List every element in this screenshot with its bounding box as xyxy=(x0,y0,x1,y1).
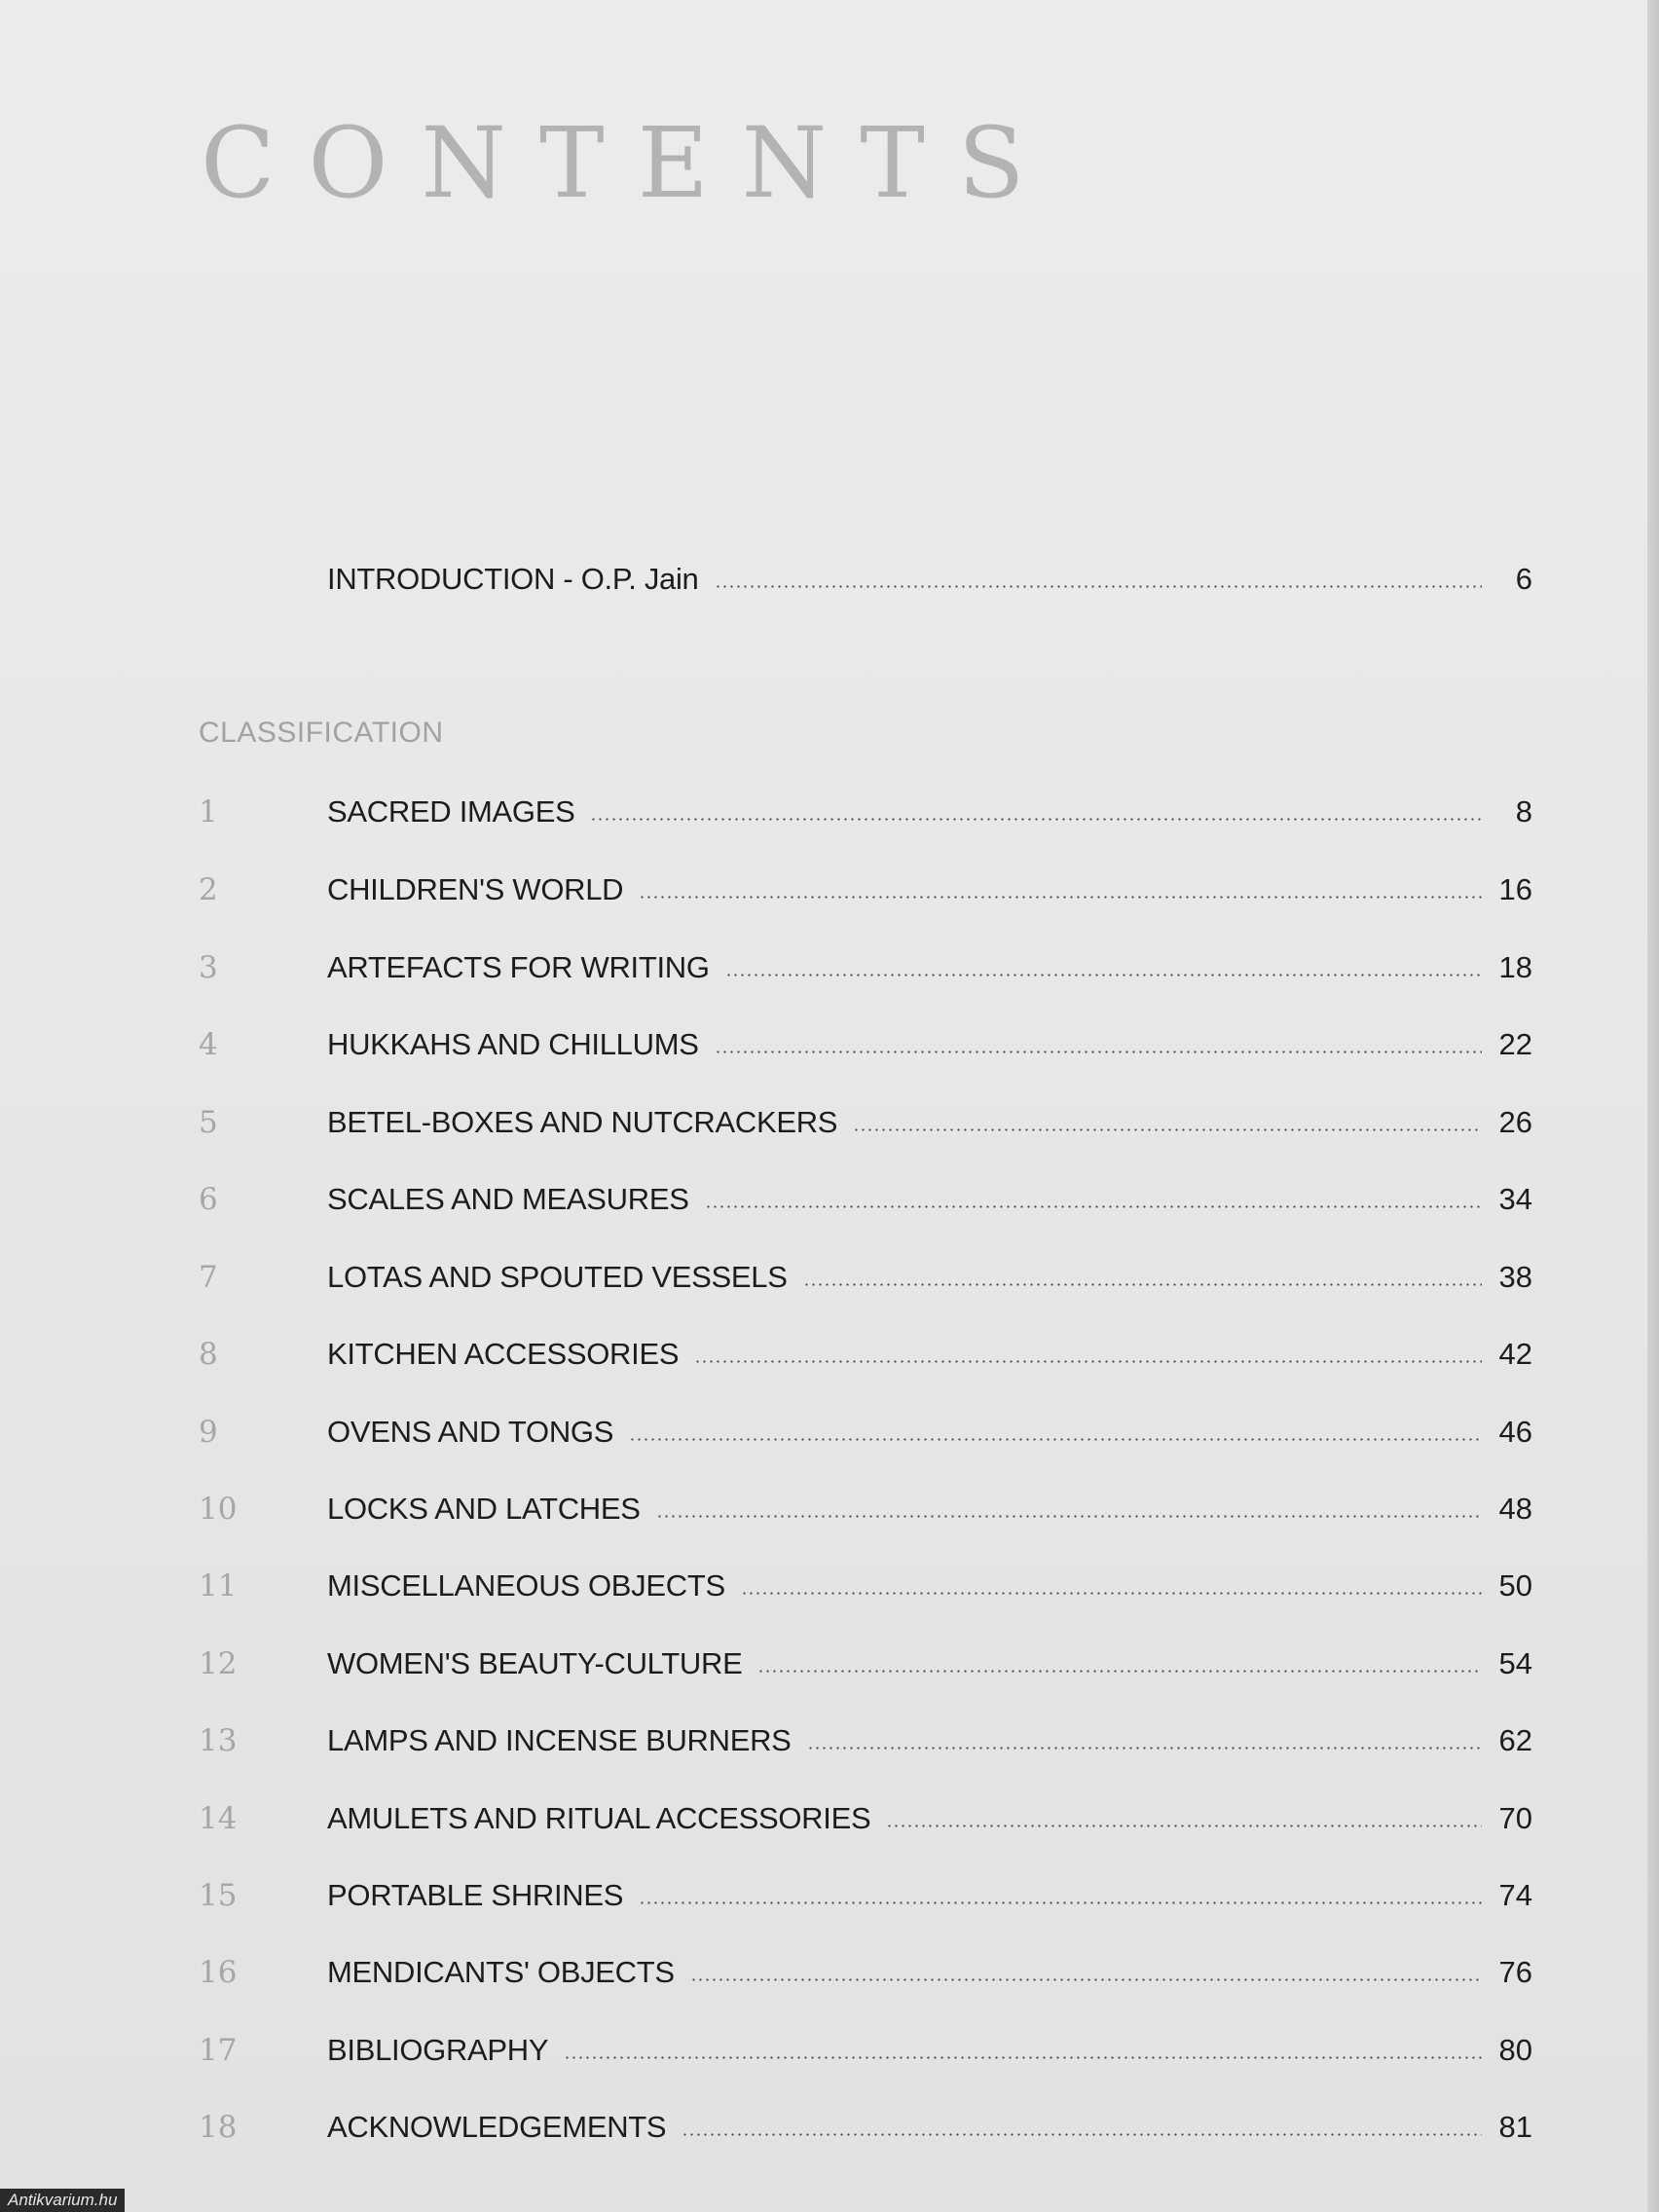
toc-label: OVENS AND TONGS xyxy=(327,1415,614,1449)
toc-number: 17 xyxy=(199,2033,238,2068)
dot-leader xyxy=(656,1515,1482,1518)
dot-leader xyxy=(629,1438,1482,1441)
toc-number: 8 xyxy=(199,1337,218,1372)
toc-label: MISCELLANEOUS OBJECTS xyxy=(327,1568,725,1603)
toc-number: 14 xyxy=(199,1801,238,1836)
dot-leader xyxy=(803,1283,1482,1286)
dot-leader xyxy=(715,1051,1482,1053)
toc-page-number: 34 xyxy=(1498,1182,1532,1216)
toc-number: 5 xyxy=(199,1105,218,1140)
toc-page-number: 22 xyxy=(1498,1027,1532,1061)
dot-leader xyxy=(807,1747,1482,1750)
toc-page-number: 26 xyxy=(1498,1105,1532,1139)
toc-page-number: 81 xyxy=(1498,2110,1532,2144)
toc-entry xyxy=(199,1715,1532,1766)
toc-entry xyxy=(199,1947,1532,1998)
toc-label: ACKNOWLEDGEMENTS xyxy=(327,2110,667,2144)
toc-entry xyxy=(199,1174,1532,1225)
toc-page-number: 8 xyxy=(1515,794,1532,829)
toc-page-number: 80 xyxy=(1498,2033,1532,2067)
toc-number: 9 xyxy=(199,1415,218,1450)
toc-entry xyxy=(199,1407,1532,1457)
dot-leader xyxy=(853,1128,1482,1131)
toc-page-number: 54 xyxy=(1498,1646,1532,1680)
toc-entry xyxy=(199,1639,1532,1689)
toc-entry xyxy=(199,1793,1532,1844)
toc-label: KITCHEN ACCESSORIES xyxy=(327,1337,680,1371)
toc-page-number: 16 xyxy=(1498,872,1532,906)
watermark: Antikvarium.hu xyxy=(0,2189,125,2212)
toc-label: ARTEFACTS FOR WRITING xyxy=(327,950,710,984)
dot-leader xyxy=(639,896,1482,899)
toc-page-number: 76 xyxy=(1498,1955,1532,1989)
toc-entry xyxy=(199,2025,1532,2076)
toc-label: SCALES AND MEASURES xyxy=(327,1182,689,1216)
dot-leader xyxy=(690,1978,1482,1981)
dot-leader xyxy=(741,1592,1482,1595)
toc-entry xyxy=(199,865,1532,915)
toc-page-number: 38 xyxy=(1498,1260,1532,1294)
toc-number: 10 xyxy=(199,1492,238,1527)
toc-page-number: 70 xyxy=(1498,1801,1532,1835)
toc-label: INTRODUCTION - O.P. Jain xyxy=(327,562,699,596)
toc-entry xyxy=(199,1870,1532,1921)
toc-entry xyxy=(199,2102,1532,2153)
toc-label: PORTABLE SHRINES xyxy=(327,1878,624,1912)
toc-label: MENDICANTS' OBJECTS xyxy=(327,1955,675,1989)
toc-label: LOCKS AND LATCHES xyxy=(327,1492,641,1526)
toc-label: LOTAS AND SPOUTED VESSELS xyxy=(327,1260,788,1294)
toc-number: 13 xyxy=(199,1723,238,1758)
dot-leader xyxy=(639,1901,1482,1904)
toc-entry-introduction xyxy=(199,554,1532,605)
toc-page-number: 18 xyxy=(1498,950,1532,984)
toc-number: 4 xyxy=(199,1027,218,1062)
toc-entry xyxy=(199,787,1532,837)
toc-label: BETEL-BOXES AND NUTCRACKERS xyxy=(327,1105,838,1139)
toc-number: 7 xyxy=(199,1260,218,1295)
toc-number: 1 xyxy=(199,794,218,830)
toc-number: 16 xyxy=(199,1955,238,1990)
toc-entry xyxy=(199,942,1532,993)
toc-entry xyxy=(199,1329,1532,1380)
dot-leader xyxy=(682,2133,1482,2136)
toc-number: 11 xyxy=(199,1568,238,1604)
toc-label: CHILDREN'S WORLD xyxy=(327,872,624,906)
toc-number: 12 xyxy=(199,1646,238,1681)
dot-leader xyxy=(725,974,1482,977)
toc-label: SACRED IMAGES xyxy=(327,794,575,829)
toc-label: BIBLIOGRAPHY xyxy=(327,2033,549,2067)
dot-leader xyxy=(694,1360,1482,1363)
toc-entry xyxy=(199,1019,1532,1070)
toc-label: HUKKAHS AND CHILLUMS xyxy=(327,1027,699,1061)
toc-page-number: 50 xyxy=(1498,1568,1532,1603)
dot-leader xyxy=(715,585,1483,588)
toc-number: 15 xyxy=(199,1878,238,1913)
dot-leader xyxy=(705,1205,1482,1208)
toc-page-number: 46 xyxy=(1498,1415,1532,1449)
toc-number: 2 xyxy=(199,872,218,907)
toc-entry xyxy=(199,1252,1532,1303)
page-title: CONTENTS xyxy=(201,106,1058,220)
toc-label: AMULETS AND RITUAL ACCESSORIES xyxy=(327,1801,871,1835)
toc-page-number: 6 xyxy=(1515,562,1532,596)
page-edge xyxy=(1647,0,1659,2212)
toc-number: 18 xyxy=(199,2110,238,2145)
dot-leader xyxy=(757,1670,1482,1673)
toc-label: LAMPS AND INCENSE BURNERS xyxy=(327,1723,792,1757)
toc-entry xyxy=(199,1561,1532,1611)
toc-page-number: 74 xyxy=(1498,1878,1532,1912)
toc-number: 6 xyxy=(199,1182,218,1217)
dot-leader xyxy=(886,1825,1482,1827)
toc-label: WOMEN'S BEAUTY-CULTURE xyxy=(327,1646,743,1680)
toc-entry xyxy=(199,1484,1532,1534)
toc-entry xyxy=(199,1097,1532,1148)
toc-page-number: 48 xyxy=(1498,1492,1532,1526)
dot-leader xyxy=(564,2056,1482,2059)
toc-page-number: 62 xyxy=(1498,1723,1532,1757)
dot-leader xyxy=(590,818,1482,821)
toc-number: 3 xyxy=(199,950,218,985)
section-label: CLASSIFICATION xyxy=(199,717,444,749)
toc-page-number: 42 xyxy=(1498,1337,1532,1371)
